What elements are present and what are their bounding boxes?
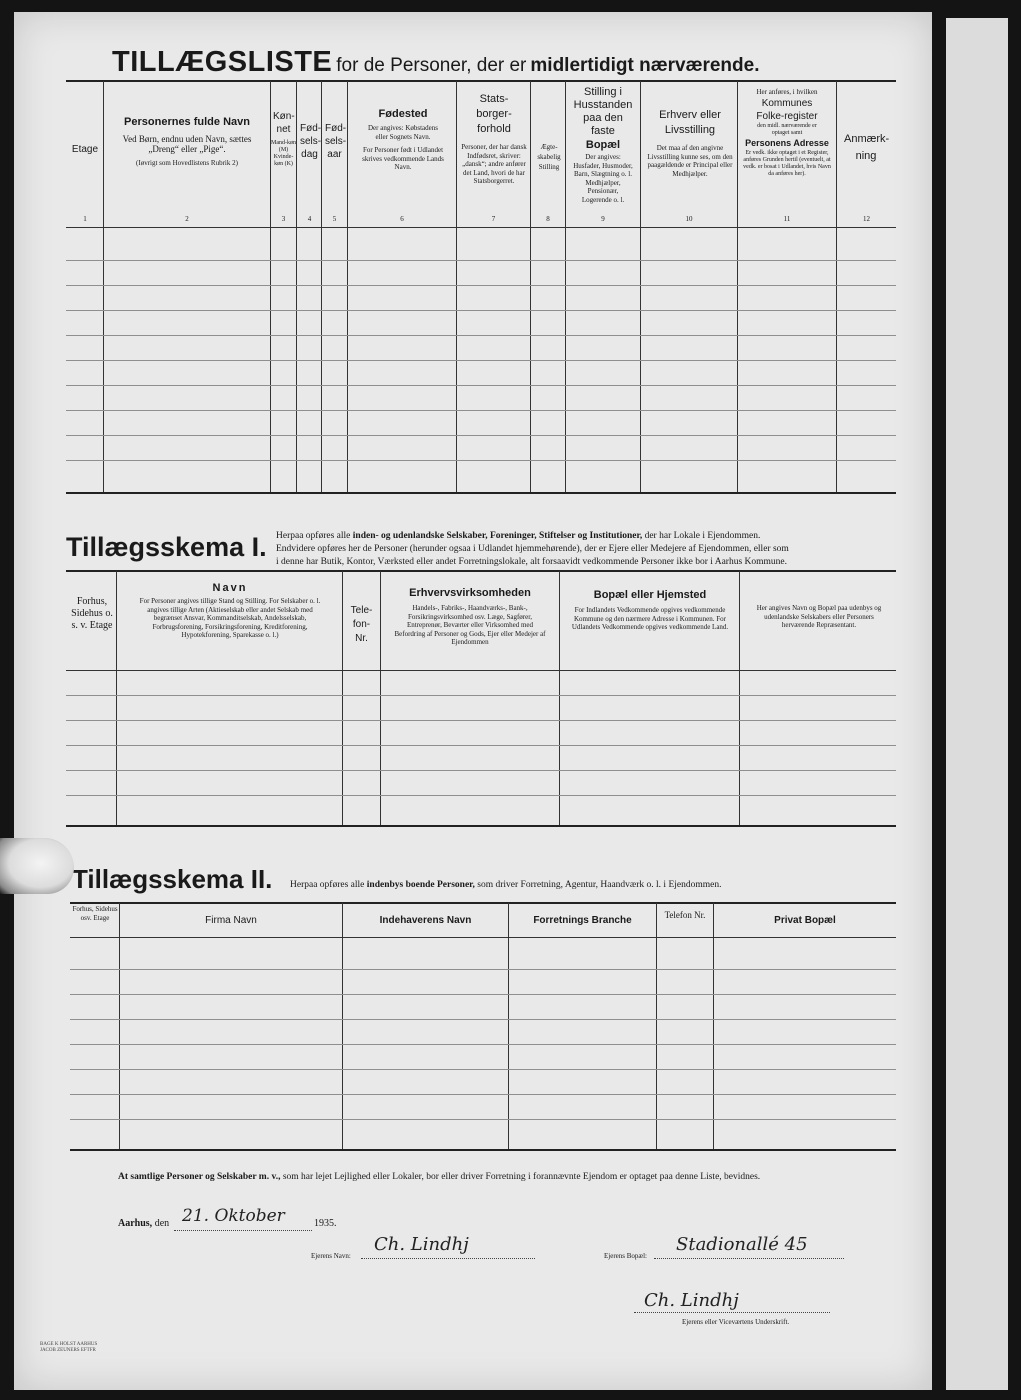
col-header-register-mid: den midl. nærværende er optaget samt [757, 122, 817, 136]
table-row [66, 435, 896, 436]
table-row [66, 310, 896, 311]
schema1-top-rule [66, 570, 896, 572]
col-header-register-pre: Her anføres, i hvilken [756, 88, 818, 96]
owner-name-rule [361, 1258, 535, 1259]
schema1-col-erhverv [382, 587, 558, 647]
col-divider [456, 81, 457, 492]
schema1-title: Tillægsskema I. [66, 532, 267, 562]
schema2-top-rule [70, 902, 896, 904]
col-header-household-title2: Bopæl [585, 139, 621, 151]
col-header-register-title: Kommunes Folke-register [756, 97, 818, 122]
owner-signature: Ch. Lindhj [644, 1290, 739, 1311]
col-divider [116, 571, 117, 825]
date-line-rule [174, 1230, 312, 1231]
col-header-etage: Etage [71, 144, 99, 155]
schema2-intro-a: Herpaa opføres alle [290, 880, 365, 890]
schema1-col-etage: Forhus, Sidehus o. s. v. Etage [71, 596, 113, 631]
table-row [70, 969, 896, 970]
owner-address-label: Ejerens Bopæl: [604, 1252, 647, 1260]
schema1-col-erhverv-desc: Handels-, Fabriks-, Haandværks-, Bank-, Forsikringsvirksomhed osv. Læge, Sagfører, Entreprenør, Beværter eller Virksomhed med Befordring af Personer og Gods, Ejer eller Medejer af Ejendommen [394, 604, 546, 646]
col-divider [739, 571, 740, 825]
table-row [66, 335, 896, 336]
col-number: 1 [83, 215, 87, 223]
main-title [112, 46, 872, 79]
schema1-col-bopael [561, 589, 739, 632]
title-text: for de Personer, der er [336, 55, 527, 76]
signature-label: Ejerens eller Viceværtens Underskrift. [682, 1318, 790, 1326]
col-header-birthyear: Fød-sels-aar [325, 123, 347, 160]
table-row [70, 994, 896, 995]
table-row [66, 795, 896, 796]
col-number: 3 [281, 215, 286, 223]
schema1-intro-b: inden- og udenlandske Selskaber, Foreninger, Stiftelser og Institutioner, [352, 531, 643, 541]
col-divider [530, 81, 531, 492]
col-header-birthplace-title: Fødested [378, 108, 428, 120]
col-number: 2 [185, 215, 189, 223]
schema1-col-telefon: Tele-fon-Nr. [350, 605, 373, 644]
col-number: 7 [491, 215, 496, 223]
table-row [66, 460, 896, 461]
owner-name-handwritten: Ch. Lindhj [374, 1234, 469, 1255]
table-row [66, 360, 896, 361]
col-number: 4 [307, 215, 312, 223]
schema1-intro-line3: i denne har Butik, Kontor, Værksted eller andet Forretningslokale, alt forsaavidt vedkommende Personer ikke bor i Aarhus Kommune. [276, 557, 788, 567]
schema1-intro-a: Herpaa opføres alle [276, 531, 351, 541]
declaration-bold: At samtlige Personer og Selskaber m. v., [118, 1172, 281, 1182]
col-header-marital: Ægte-skabelig Stilling [537, 143, 561, 171]
col-number: 12 [863, 215, 870, 223]
schema1-col-erhverv-title: Erhvervsvirksomheden [409, 587, 531, 599]
col-divider [836, 81, 837, 492]
schema1-bottom-rule [66, 825, 896, 827]
schema2-col-indehaver: Indehaverens Navn [379, 915, 472, 926]
owner-address-rule [654, 1258, 844, 1259]
col-header-gender-desc: Mand-køn (M) Kvinde-køn (K) [271, 140, 296, 167]
main-table-header-rule [66, 227, 896, 228]
schema1-intro [276, 530, 906, 569]
table-row [66, 410, 896, 411]
table-row [70, 1094, 896, 1095]
col-number: 5 [332, 215, 337, 223]
col-header-birthplace [350, 108, 456, 172]
col-header-register [738, 88, 836, 178]
col-header-birthplace-desc2: For Personer født i Udlandet skrives vedkommende Lands Navn. [362, 146, 444, 171]
signature-rule [634, 1312, 830, 1313]
schema1-col-representant: Her angives Navn og Bopæl paa udenbys og udenlandske Selskabers eller Personers herværende Repræsentant. [756, 604, 882, 629]
schema1-header-rule [66, 670, 896, 671]
col-divider [713, 903, 714, 1149]
col-header-gender [271, 110, 296, 168]
col-divider [380, 571, 381, 825]
col-header-household-title: Stilling i Husstanden paa den faste [573, 86, 633, 137]
col-divider [656, 903, 657, 1149]
main-table-top-rule [66, 80, 896, 82]
date-handwritten: 21. Oktober [182, 1206, 285, 1226]
col-header-occupation-title: Erhverv eller Livsstilling [659, 109, 721, 136]
schema2-col-firma: Firma Navn [205, 915, 257, 926]
col-header-occupation-desc: Det maa af den angivne Livsstilling kunne ses, om den paagældende er Principal eller Medhjælper. [647, 144, 733, 178]
col-header-birthplace-desc: Der angives: Købstadens eller Sognets Navn. [368, 124, 438, 141]
col-divider [559, 571, 560, 825]
adjacent-page-edge [946, 18, 1008, 1390]
table-row [66, 260, 896, 261]
declaration-rest: som har lejet Lejlighed eller Lokaler, bor eller driver Forretning i forannævnte Ejendom er optaget paa denne Liste, bevidnes. [282, 1172, 761, 1182]
schema2-intro-b: indenbys boende Personer, [366, 880, 475, 890]
col-number: 6 [400, 215, 404, 223]
col-header-citizenship-title: Stats-borger-forhold [476, 93, 512, 135]
census-form-page [14, 12, 932, 1390]
title-bold: TILLÆGSLISTE [112, 46, 333, 78]
year-label: 1935. [314, 1218, 337, 1229]
schema1-col-bopael-desc: For Indlandets Vedkommende opgives vedkommende Kommune og den nærmere Adresse i Kommunen. For Udlandets Vedkommende opgives vedkommende Land. [571, 606, 729, 631]
col-divider [119, 903, 120, 1149]
col-divider [640, 81, 641, 492]
table-row [70, 1044, 896, 1045]
col-divider [508, 903, 509, 1149]
schema1-col-navn-title: Navn [212, 582, 248, 594]
schema1-intro-c: der har Lokale i Ejendommen. [644, 531, 761, 541]
col-divider [342, 903, 343, 1149]
schema2-intro-c: som driver Forretning, Agentur, Haandværk o. l. i Ejendommen. [477, 880, 722, 890]
schema2-title: Tillægsskema II. [72, 864, 273, 894]
col-header-name [106, 116, 268, 167]
table-row [66, 695, 896, 696]
schema2-header-rule [70, 937, 896, 938]
col-header-citizenship [458, 92, 530, 186]
col-header-name-desc2: (Iøvrigt som Hovedlistens Rubrik 2) [136, 159, 238, 167]
schema1-intro-line2: Endvidere opføres her de Personer (herunder ogsaa i Udlandet hjemmehørende), der er Ejere eller Medejere af Ejendommen, eller som [276, 544, 789, 554]
owner-address-handwritten: Stadionallé 45 [676, 1234, 808, 1255]
col-header-birthday: Fød-sels-dag [300, 123, 322, 160]
schema2-intro [290, 880, 721, 890]
col-header-occupation [642, 108, 738, 178]
col-number: 11 [783, 215, 791, 223]
schema2-col-telefon: Telefon Nr. [664, 910, 706, 920]
col-number: 9 [601, 215, 605, 223]
owner-name-label: Ejerens Navn: [311, 1252, 351, 1260]
printer-mark: BAGE K HOLST AARHUS JACOB ZEUNERS EFTFR [40, 1342, 98, 1353]
col-number: 10 [685, 215, 693, 223]
col-header-name-desc: Ved Børn, endnu uden Navn, sættes „Dreng“ eller „Pige“. [122, 134, 252, 154]
table-row [66, 285, 896, 286]
col-divider [347, 81, 348, 492]
main-table-bottom-rule [66, 492, 896, 494]
col-header-remarks: Anmærk-ning [844, 133, 890, 162]
table-row [70, 1069, 896, 1070]
schema2-bottom-rule [70, 1149, 896, 1151]
schema2-col-branche: Forretnings Branche [533, 915, 632, 926]
col-header-gender-title: Køn-net [273, 111, 295, 135]
table-row [70, 1119, 896, 1120]
col-header-name-title: Personernes fulde Navn [124, 116, 250, 128]
col-header-citizenship-desc: Personer, der har dansk Indfødsret, skriver: „dansk“; andre anfører det Land, hvori de har Statsborgerret. [461, 143, 527, 185]
table-row [66, 385, 896, 386]
title-bold-2: midlertidigt nærværende. [530, 55, 760, 76]
col-header-register-title2: Personens Adresse [745, 137, 829, 148]
schema1-col-bopael-title: Bopæl eller Hjemsted [593, 589, 707, 601]
place-label: Aarhus, [118, 1218, 153, 1229]
schema2-col-etage: Forhus, Sidehus osv. Etage [72, 905, 118, 922]
table-row [66, 720, 896, 721]
col-header-household-desc: Der angives: Husfader, Husmoder, Barn, Slægtning o. l. Medhjælper, Pensionær, Logerende o. l. [573, 153, 633, 204]
table-row [66, 770, 896, 771]
schema1-col-navn [118, 582, 342, 640]
col-divider [103, 81, 104, 492]
schema1-col-navn-desc: For Personer angives tillige Stand og Stilling. For Selskaber o. l. angives tillige Arten (Aktieselskab eller andet Selskab med begrænset Ansvar, Kommanditselskab, Andelsselskab, Forbrugsforening, Forsikringsforening, Kreditforening, Hypotekforening, Sparekasse o. l.) [139, 597, 321, 639]
table-row [70, 1019, 896, 1020]
col-header-household [566, 86, 640, 204]
thumb-photo-artifact [0, 838, 74, 894]
schema2-col-bopael: Privat Bopæl [774, 915, 836, 926]
col-header-register-desc: Er vedk. ikke optaget i et Register, anføres Grunden hertil (eventuelt, at vedk. er bosat i Udlandet, hvis Navn da anføres her). [743, 149, 831, 177]
col-number: 8 [546, 215, 550, 223]
den-label: den [154, 1218, 170, 1229]
declaration-text [118, 1172, 760, 1182]
table-row [66, 745, 896, 746]
date-line [118, 1218, 169, 1229]
